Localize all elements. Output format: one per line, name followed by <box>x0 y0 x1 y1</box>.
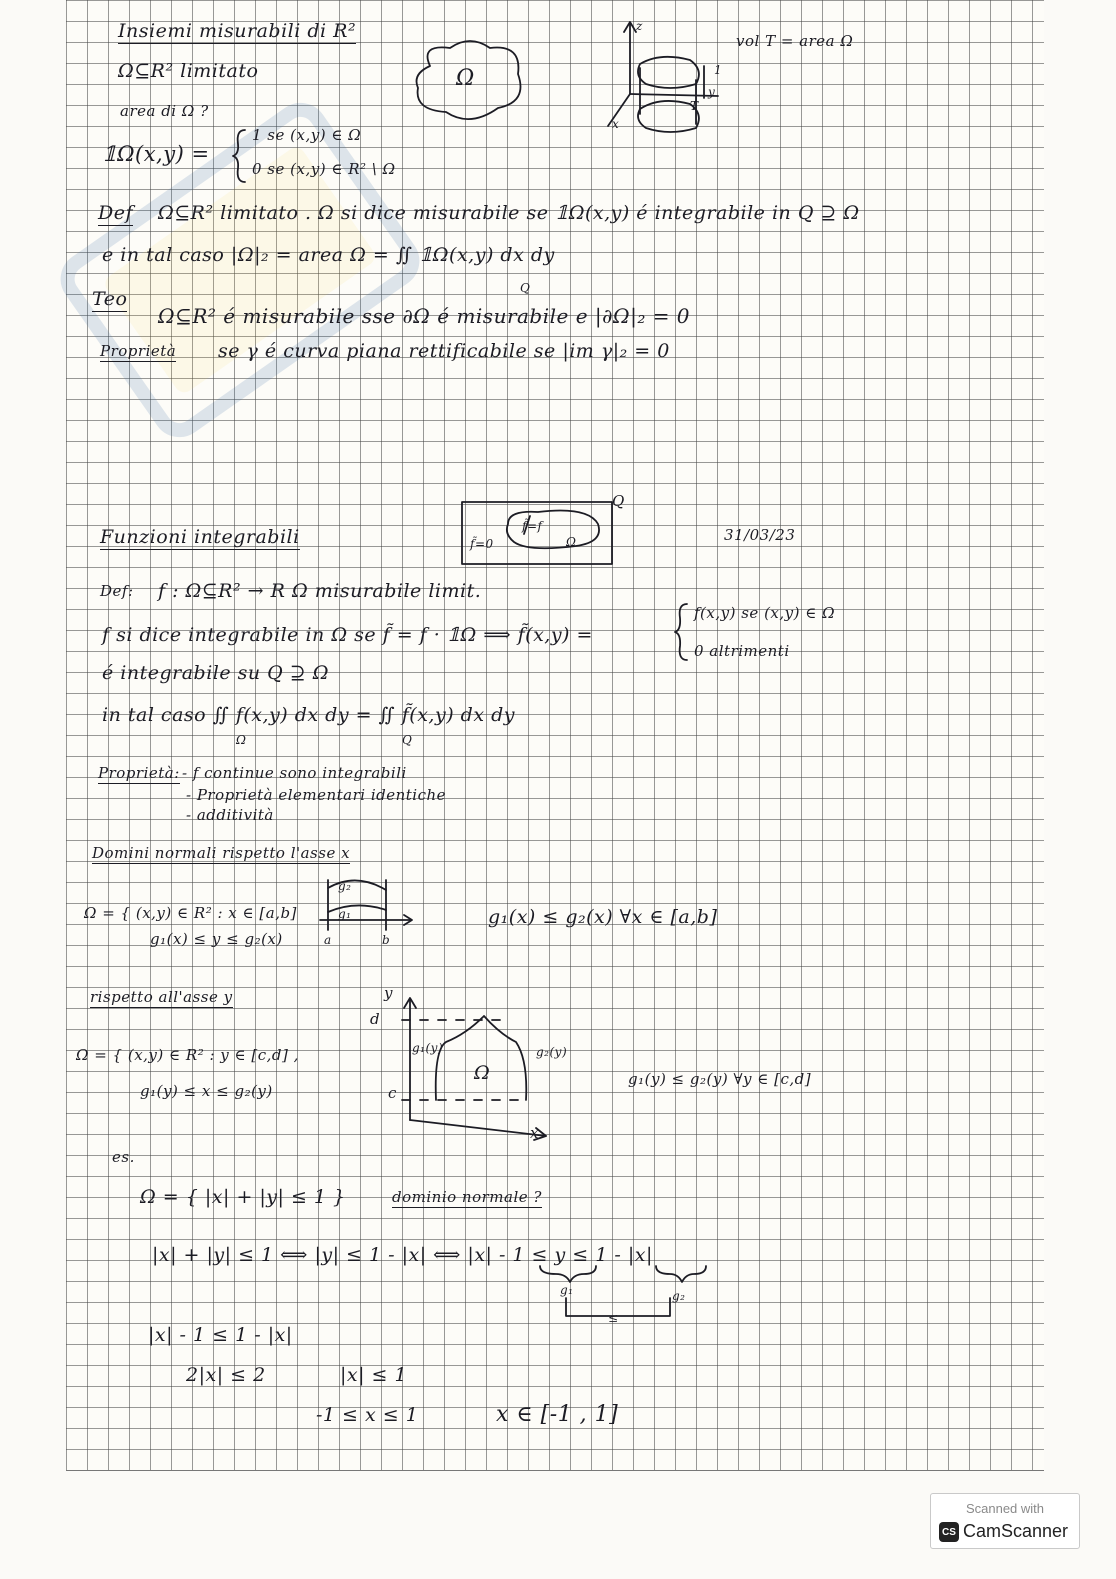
normal-y-condition: g₁(y) ≤ g₂(y) ∀y ∈ [c,d] <box>628 1070 812 1088</box>
normal-x-title: Domini normali rispetto l'asse x <box>92 844 351 862</box>
integral-sub-q: Q <box>402 733 413 747</box>
example-step-4: -1 ≤ x ≤ 1 <box>316 1404 419 1426</box>
integral-sub-omega: Ω <box>236 733 247 747</box>
a-label: a <box>324 933 332 947</box>
omega-label: Ω <box>456 66 475 91</box>
area-question: area di Ω ? <box>120 102 209 120</box>
proprieta-label-2: Proprietà: <box>98 764 180 782</box>
axis-x-label-2: x <box>530 1124 539 1142</box>
def2-line2: f si dice integrabile in Ω se f̃ = f · 𝟙Ω ⟹ f̃(x,y) = <box>102 624 593 646</box>
example-step-2: 2|x| ≤ 2 <box>186 1364 266 1386</box>
axis-y-label: y <box>708 85 716 99</box>
proprieta-item-3: - additività <box>186 806 274 824</box>
scanned-with-text: Scanned with <box>965 1501 1045 1516</box>
example-set: Ω = { |x| + |y| ≤ 1 } <box>140 1186 346 1208</box>
def-label: Def <box>98 202 134 224</box>
proprieta-curva: se γ é curva piana rettificabile se |im γ|₂ = 0 <box>218 340 670 362</box>
normal-y-def-a: Ω = { (x,y) ∈ R² : y ∈ [c,d] , <box>76 1046 299 1064</box>
normal-y-def-b: g₁(y) ≤ x ≤ g₂(y) <box>140 1082 273 1100</box>
def2-label: Def: <box>100 582 134 600</box>
c-label: c <box>388 1084 397 1102</box>
g1y-label: g₁(y) <box>412 1041 444 1055</box>
section-title-funzioni: Funzioni integrabili <box>100 526 300 548</box>
camscanner-logo-icon: CS <box>939 1522 959 1542</box>
section-title-misurabili: Insiemi misurabili di R² <box>118 20 357 42</box>
date-label: 31/03/23 <box>724 526 796 544</box>
proprieta-item-1: - f continue sono integrabili <box>182 764 407 782</box>
omega-label-2: Ω <box>474 1062 491 1084</box>
ftilde-f-label: f̃=f <box>522 519 543 533</box>
example-question: dominio normale ? <box>392 1188 542 1206</box>
def2-line3: é integrabile su Q ⊇ Ω <box>102 662 330 684</box>
g2y-label: g₂(y) <box>536 1045 568 1059</box>
camscanner-name: CamScanner <box>963 1521 1069 1541</box>
def2-line4: in tal caso ∬ f(x,y) dx dy = ∬ f̃(x,y) dx dy <box>102 704 515 726</box>
proprieta-label-1: Proprietà <box>100 342 177 360</box>
omega-limitato: Ω⊆R² limitato <box>118 60 259 82</box>
def-misurabile-line2: e in tal caso |Ω|₂ = area Ω = ∬ 𝟙Ω(x,y) dx dy <box>102 244 555 266</box>
example-step-1: |x| - 1 ≤ 1 - |x| <box>148 1324 293 1346</box>
axis-y-label-2: y <box>384 984 393 1002</box>
proprieta-item-2: - Proprietà elementari identiche <box>186 786 447 804</box>
def-misurabile-line1: Ω⊆R² limitato . Ω si dice misurabile se 𝟙Ω(x,y) é integrabile in Q ⊇ Ω <box>158 202 860 224</box>
def2-case-1: f(x,y) se (x,y) ∈ Ω <box>694 604 836 622</box>
normal-x-def-b: g₁(x) ≤ y ≤ g₂(x) <box>150 930 283 948</box>
def2-line1: f : Ω⊆R² → R Ω misurabile limit. <box>158 580 482 602</box>
normal-y-title: rispetto all'asse y <box>90 988 233 1006</box>
brace-icon-2 <box>672 600 692 664</box>
camscanner-badge <box>930 1493 1080 1549</box>
integral-subscript-q: Q <box>520 281 531 295</box>
def2-case-2: 0 altrimenti <box>694 642 790 660</box>
omega-inner-label: Ω <box>566 535 577 549</box>
axis-z-label: z <box>636 19 643 33</box>
indicator-case-1: 1 se (x,y) ∈ Ω <box>252 126 362 144</box>
q-rect-label: Q <box>612 492 625 510</box>
example-equivalence: |x| + |y| ≤ 1 ⟺ |y| ≤ 1 - |x| ⟺ |x| - 1 ≤ y ≤ 1 - |x| <box>152 1244 653 1266</box>
teo-label: Teo <box>92 288 128 310</box>
3d-volume-drawing <box>600 14 740 144</box>
axis-x-label: x <box>612 117 620 131</box>
d-label: d <box>370 1010 381 1028</box>
example-label: es. <box>112 1148 135 1166</box>
volume-equals-area: vol T = area Ω <box>736 32 854 50</box>
indicator-function: 𝟙Ω(x,y) = <box>102 142 210 166</box>
b-label: b <box>382 933 391 947</box>
indicator-case-2: 0 se (x,y) ∈ R² \ Ω <box>252 160 396 178</box>
example-step-3: |x| ≤ 1 <box>340 1364 408 1386</box>
normal-x-condition: g₁(x) ≤ g₂(x) ∀x ∈ [a,b] <box>488 906 718 928</box>
extension-rect-drawing <box>458 494 628 576</box>
g2-label: g₂ <box>338 879 352 893</box>
brace-icon <box>230 126 250 186</box>
g2-brace-label: g₂ <box>672 1289 686 1303</box>
normal-x-def-a: Ω = { (x,y) ∈ R² : x ∈ [a,b] <box>84 904 297 922</box>
g1-brace-label: g₁ <box>560 1283 574 1297</box>
solid-t-label: T <box>690 99 699 113</box>
ftilde-zero-label: f̃=0 <box>470 537 494 551</box>
example-result: x ∈ [-1 , 1] <box>496 1402 619 1427</box>
g1-label: g₁ <box>338 907 352 921</box>
le-label: ≤ <box>608 1311 619 1325</box>
height-one-label: 1 <box>714 63 723 77</box>
teo-statement: Ω⊆R² é misurabile sse ∂Ω é misurabile e |∂Ω|₂ = 0 <box>158 304 691 328</box>
